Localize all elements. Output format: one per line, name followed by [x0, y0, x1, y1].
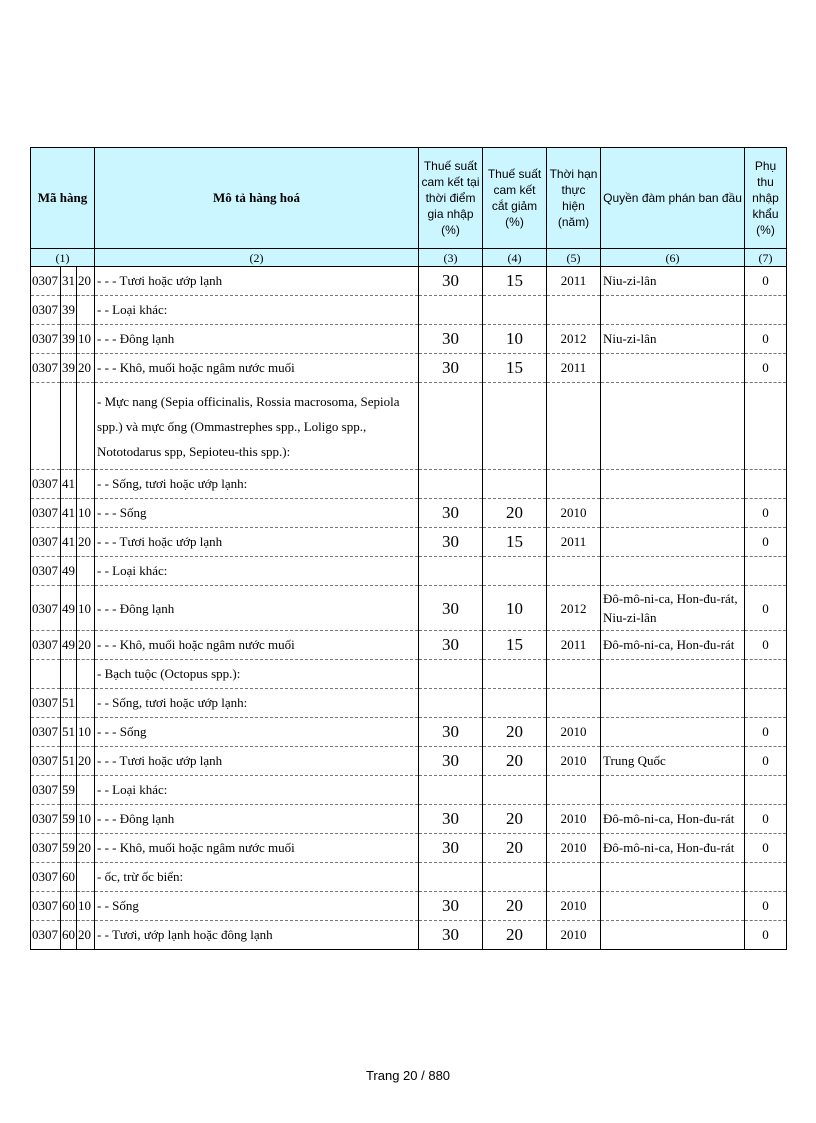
import-surcharge: 0 [745, 267, 787, 296]
rate-at-accession [419, 296, 483, 325]
code-sub: 20 [77, 354, 95, 383]
table-row [31, 383, 787, 470]
table-row [31, 499, 787, 528]
code-chapter: 0307 [31, 863, 61, 892]
code-chapter: 0307 [31, 296, 61, 325]
initial-negotiating-rights [601, 383, 745, 470]
description: - - - Đông lạnh [95, 325, 419, 354]
code-heading: 51 [61, 747, 77, 776]
rate-at-accession [419, 383, 483, 470]
rate-committed: 20 [483, 805, 547, 834]
rate-at-accession: 30 [419, 921, 483, 950]
code-chapter: 0307 [31, 586, 61, 631]
implementation-year: 2010 [547, 499, 601, 528]
code-heading: 41 [61, 528, 77, 557]
code-heading: 41 [61, 499, 77, 528]
table-row [31, 747, 787, 776]
implementation-year [547, 296, 601, 325]
import-surcharge: 0 [745, 499, 787, 528]
initial-negotiating-rights [601, 499, 745, 528]
table-body [31, 267, 787, 950]
code-sub [77, 296, 95, 325]
code-sub: 10 [77, 499, 95, 528]
header-phu-thu: Phụ thu nhập khẩu (%) [745, 148, 787, 249]
implementation-year: 2010 [547, 834, 601, 863]
description: - - Sống, tươi hoặc ướp lạnh: [95, 689, 419, 718]
code-chapter [31, 383, 61, 470]
code-heading: 49 [61, 586, 77, 631]
code-sub [77, 383, 95, 470]
rate-committed: 15 [483, 267, 547, 296]
implementation-year: 2011 [547, 354, 601, 383]
rate-at-accession: 30 [419, 747, 483, 776]
table-row [31, 834, 787, 863]
description: - - Loại khác: [95, 557, 419, 586]
code-chapter [31, 660, 61, 689]
code-chapter: 0307 [31, 834, 61, 863]
rate-committed [483, 557, 547, 586]
import-surcharge: 0 [745, 718, 787, 747]
header-thue-suat-cat-giam: Thuế suất cam kết cắt giảm (%) [483, 148, 547, 249]
implementation-year: 2010 [547, 718, 601, 747]
code-sub: 10 [77, 586, 95, 631]
description: - ốc, trừ ốc biển: [95, 863, 419, 892]
rate-at-accession: 30 [419, 834, 483, 863]
table-row [31, 660, 787, 689]
tariff-table [30, 147, 787, 950]
rate-committed [483, 296, 547, 325]
table-row [31, 776, 787, 805]
initial-negotiating-rights [601, 863, 745, 892]
code-sub: 20 [77, 631, 95, 660]
description: - - - Khô, muối hoặc ngâm nước muối [95, 834, 419, 863]
table-row [31, 718, 787, 747]
code-chapter: 0307 [31, 689, 61, 718]
description: - - - Đông lạnh [95, 805, 419, 834]
rate-committed: 15 [483, 528, 547, 557]
table-row [31, 557, 787, 586]
code-sub [77, 660, 95, 689]
initial-negotiating-rights [601, 660, 745, 689]
import-surcharge: 0 [745, 747, 787, 776]
implementation-year [547, 776, 601, 805]
import-surcharge: 0 [745, 921, 787, 950]
import-surcharge [745, 383, 787, 470]
description: - - Sống [95, 892, 419, 921]
table-row [31, 863, 787, 892]
column-number: (6) [601, 249, 745, 267]
rate-at-accession [419, 863, 483, 892]
code-heading: 39 [61, 325, 77, 354]
table-row [31, 805, 787, 834]
implementation-year [547, 660, 601, 689]
rate-at-accession [419, 776, 483, 805]
rate-at-accession: 30 [419, 499, 483, 528]
code-heading: 39 [61, 296, 77, 325]
header-thoi-han: Thời hạn thực hiện (năm) [547, 148, 601, 249]
rate-at-accession: 30 [419, 718, 483, 747]
rate-at-accession: 30 [419, 805, 483, 834]
code-sub: 10 [77, 805, 95, 834]
header-thue-suat-gia-nhap: Thuế suất cam kết tại thời điểm gia nhập (%) [419, 148, 483, 249]
table-row [31, 470, 787, 499]
code-heading: 49 [61, 557, 77, 586]
rate-at-accession: 30 [419, 354, 483, 383]
initial-negotiating-rights: Đô-mô-ni-ca, Hon-đu-rát [601, 834, 745, 863]
code-heading: 39 [61, 354, 77, 383]
initial-negotiating-rights [601, 354, 745, 383]
code-sub [77, 470, 95, 499]
import-surcharge: 0 [745, 325, 787, 354]
rate-at-accession: 30 [419, 528, 483, 557]
rate-at-accession: 30 [419, 267, 483, 296]
import-surcharge: 0 [745, 805, 787, 834]
rate-at-accession: 30 [419, 586, 483, 631]
column-number: (7) [745, 249, 787, 267]
implementation-year: 2010 [547, 805, 601, 834]
code-sub: 10 [77, 718, 95, 747]
initial-negotiating-rights: Đô-mô-ni-ca, Hon-đu-rát, Niu-zi-lân [601, 586, 745, 631]
column-number: (5) [547, 249, 601, 267]
code-chapter: 0307 [31, 325, 61, 354]
code-sub: 20 [77, 528, 95, 557]
implementation-year [547, 470, 601, 499]
import-surcharge [745, 776, 787, 805]
implementation-year [547, 383, 601, 470]
rate-committed: 20 [483, 921, 547, 950]
implementation-year: 2011 [547, 267, 601, 296]
initial-negotiating-rights [601, 689, 745, 718]
code-chapter: 0307 [31, 267, 61, 296]
description: - Bạch tuộc (Octopus spp.): [95, 660, 419, 689]
import-surcharge [745, 863, 787, 892]
rate-committed: 10 [483, 325, 547, 354]
import-surcharge [745, 296, 787, 325]
implementation-year: 2011 [547, 528, 601, 557]
code-heading: 59 [61, 776, 77, 805]
import-surcharge: 0 [745, 586, 787, 631]
rate-at-accession [419, 470, 483, 499]
description: - - - Tươi hoặc ướp lạnh [95, 747, 419, 776]
implementation-year: 2010 [547, 921, 601, 950]
code-heading: 60 [61, 921, 77, 950]
implementation-year: 2011 [547, 631, 601, 660]
code-chapter: 0307 [31, 499, 61, 528]
code-heading: 49 [61, 631, 77, 660]
rate-committed [483, 776, 547, 805]
initial-negotiating-rights: Trung Quốc [601, 747, 745, 776]
header-ma-hang: Mã hàng [31, 148, 95, 249]
initial-negotiating-rights [601, 921, 745, 950]
table-row [31, 528, 787, 557]
code-heading: 59 [61, 834, 77, 863]
code-sub: 20 [77, 747, 95, 776]
description: - - - Tươi hoặc ướp lạnh [95, 528, 419, 557]
implementation-year: 2010 [547, 747, 601, 776]
code-chapter: 0307 [31, 631, 61, 660]
rate-committed: 10 [483, 586, 547, 631]
rate-committed: 20 [483, 718, 547, 747]
rate-at-accession [419, 689, 483, 718]
code-chapter: 0307 [31, 805, 61, 834]
implementation-year: 2012 [547, 586, 601, 631]
rate-committed [483, 689, 547, 718]
initial-negotiating-rights [601, 470, 745, 499]
header-mo-ta: Mô tả hàng hoá [95, 148, 419, 249]
initial-negotiating-rights [601, 528, 745, 557]
rate-committed: 20 [483, 834, 547, 863]
implementation-year [547, 557, 601, 586]
description: - - Loại khác: [95, 296, 419, 325]
rate-committed: 20 [483, 892, 547, 921]
description: - - - Đông lạnh [95, 586, 419, 631]
initial-negotiating-rights: Niu-zi-lân [601, 325, 745, 354]
header-quyen-dam-phan: Quyền đàm phán ban đầu [601, 148, 745, 249]
description: - - Sống, tươi hoặc ướp lạnh: [95, 470, 419, 499]
code-chapter: 0307 [31, 528, 61, 557]
table-row [31, 631, 787, 660]
rate-committed: 20 [483, 499, 547, 528]
initial-negotiating-rights: Đô-mô-ni-ca, Hon-đu-rát [601, 805, 745, 834]
initial-negotiating-rights [601, 296, 745, 325]
import-surcharge [745, 470, 787, 499]
rate-at-accession [419, 557, 483, 586]
table-row [31, 354, 787, 383]
code-chapter: 0307 [31, 354, 61, 383]
code-heading: 31 [61, 267, 77, 296]
code-heading [61, 660, 77, 689]
rate-committed [483, 470, 547, 499]
column-number: (4) [483, 249, 547, 267]
code-chapter: 0307 [31, 718, 61, 747]
description: - - - Khô, muối hoặc ngâm nước muối [95, 631, 419, 660]
code-sub: 10 [77, 892, 95, 921]
code-heading: 51 [61, 718, 77, 747]
import-surcharge: 0 [745, 834, 787, 863]
code-sub: 10 [77, 325, 95, 354]
table-row [31, 267, 787, 296]
code-heading: 41 [61, 470, 77, 499]
implementation-year [547, 689, 601, 718]
rate-at-accession: 30 [419, 892, 483, 921]
column-number: (2) [95, 249, 419, 267]
table-row [31, 892, 787, 921]
code-sub: 20 [77, 921, 95, 950]
code-chapter: 0307 [31, 776, 61, 805]
rate-at-accession [419, 660, 483, 689]
code-chapter: 0307 [31, 747, 61, 776]
table-row [31, 689, 787, 718]
code-chapter: 0307 [31, 892, 61, 921]
code-chapter: 0307 [31, 470, 61, 499]
table-row [31, 586, 787, 631]
code-heading: 51 [61, 689, 77, 718]
import-surcharge: 0 [745, 631, 787, 660]
code-heading: 60 [61, 892, 77, 921]
implementation-year: 2012 [547, 325, 601, 354]
code-sub [77, 776, 95, 805]
page-number: Trang 20 / 880 [365, 1068, 451, 1083]
import-surcharge: 0 [745, 528, 787, 557]
code-chapter: 0307 [31, 557, 61, 586]
rate-at-accession: 30 [419, 631, 483, 660]
table-row [31, 921, 787, 950]
code-sub [77, 557, 95, 586]
import-surcharge [745, 689, 787, 718]
code-sub [77, 863, 95, 892]
initial-negotiating-rights [601, 557, 745, 586]
code-chapter: 0307 [31, 921, 61, 950]
rate-committed [483, 383, 547, 470]
initial-negotiating-rights [601, 718, 745, 747]
import-surcharge [745, 557, 787, 586]
implementation-year: 2010 [547, 892, 601, 921]
description: - - Loại khác: [95, 776, 419, 805]
initial-negotiating-rights [601, 892, 745, 921]
rate-committed [483, 660, 547, 689]
column-number: (3) [419, 249, 483, 267]
code-sub: 20 [77, 267, 95, 296]
rate-at-accession: 30 [419, 325, 483, 354]
initial-negotiating-rights: Niu-zi-lân [601, 267, 745, 296]
implementation-year [547, 863, 601, 892]
table-row [31, 325, 787, 354]
code-heading: 60 [61, 863, 77, 892]
code-heading: 59 [61, 805, 77, 834]
import-surcharge [745, 660, 787, 689]
column-number: (1) [31, 249, 95, 267]
description: - - - Tươi hoặc ướp lạnh [95, 267, 419, 296]
description: - - - Sống [95, 499, 419, 528]
description: - - - Khô, muối hoặc ngâm nước muối [95, 354, 419, 383]
rate-committed [483, 863, 547, 892]
description: - Mực nang (Sepia officinalis, Rossia macrosoma, Sepiola spp.) và mực ống (Ommastrephes spp., Loligo spp., Nototodarus spp, Sepioteu-this spp.): [95, 383, 419, 470]
initial-negotiating-rights [601, 776, 745, 805]
import-surcharge: 0 [745, 892, 787, 921]
rate-committed: 15 [483, 354, 547, 383]
import-surcharge: 0 [745, 354, 787, 383]
description: - - - Sống [95, 718, 419, 747]
initial-negotiating-rights: Đô-mô-ni-ca, Hon-đu-rát [601, 631, 745, 660]
code-sub: 20 [77, 834, 95, 863]
code-sub [77, 689, 95, 718]
rate-committed: 15 [483, 631, 547, 660]
code-heading [61, 383, 77, 470]
table-row [31, 296, 787, 325]
description: - - Tươi, ướp lạnh hoặc đông lạnh [95, 921, 419, 950]
rate-committed: 20 [483, 747, 547, 776]
